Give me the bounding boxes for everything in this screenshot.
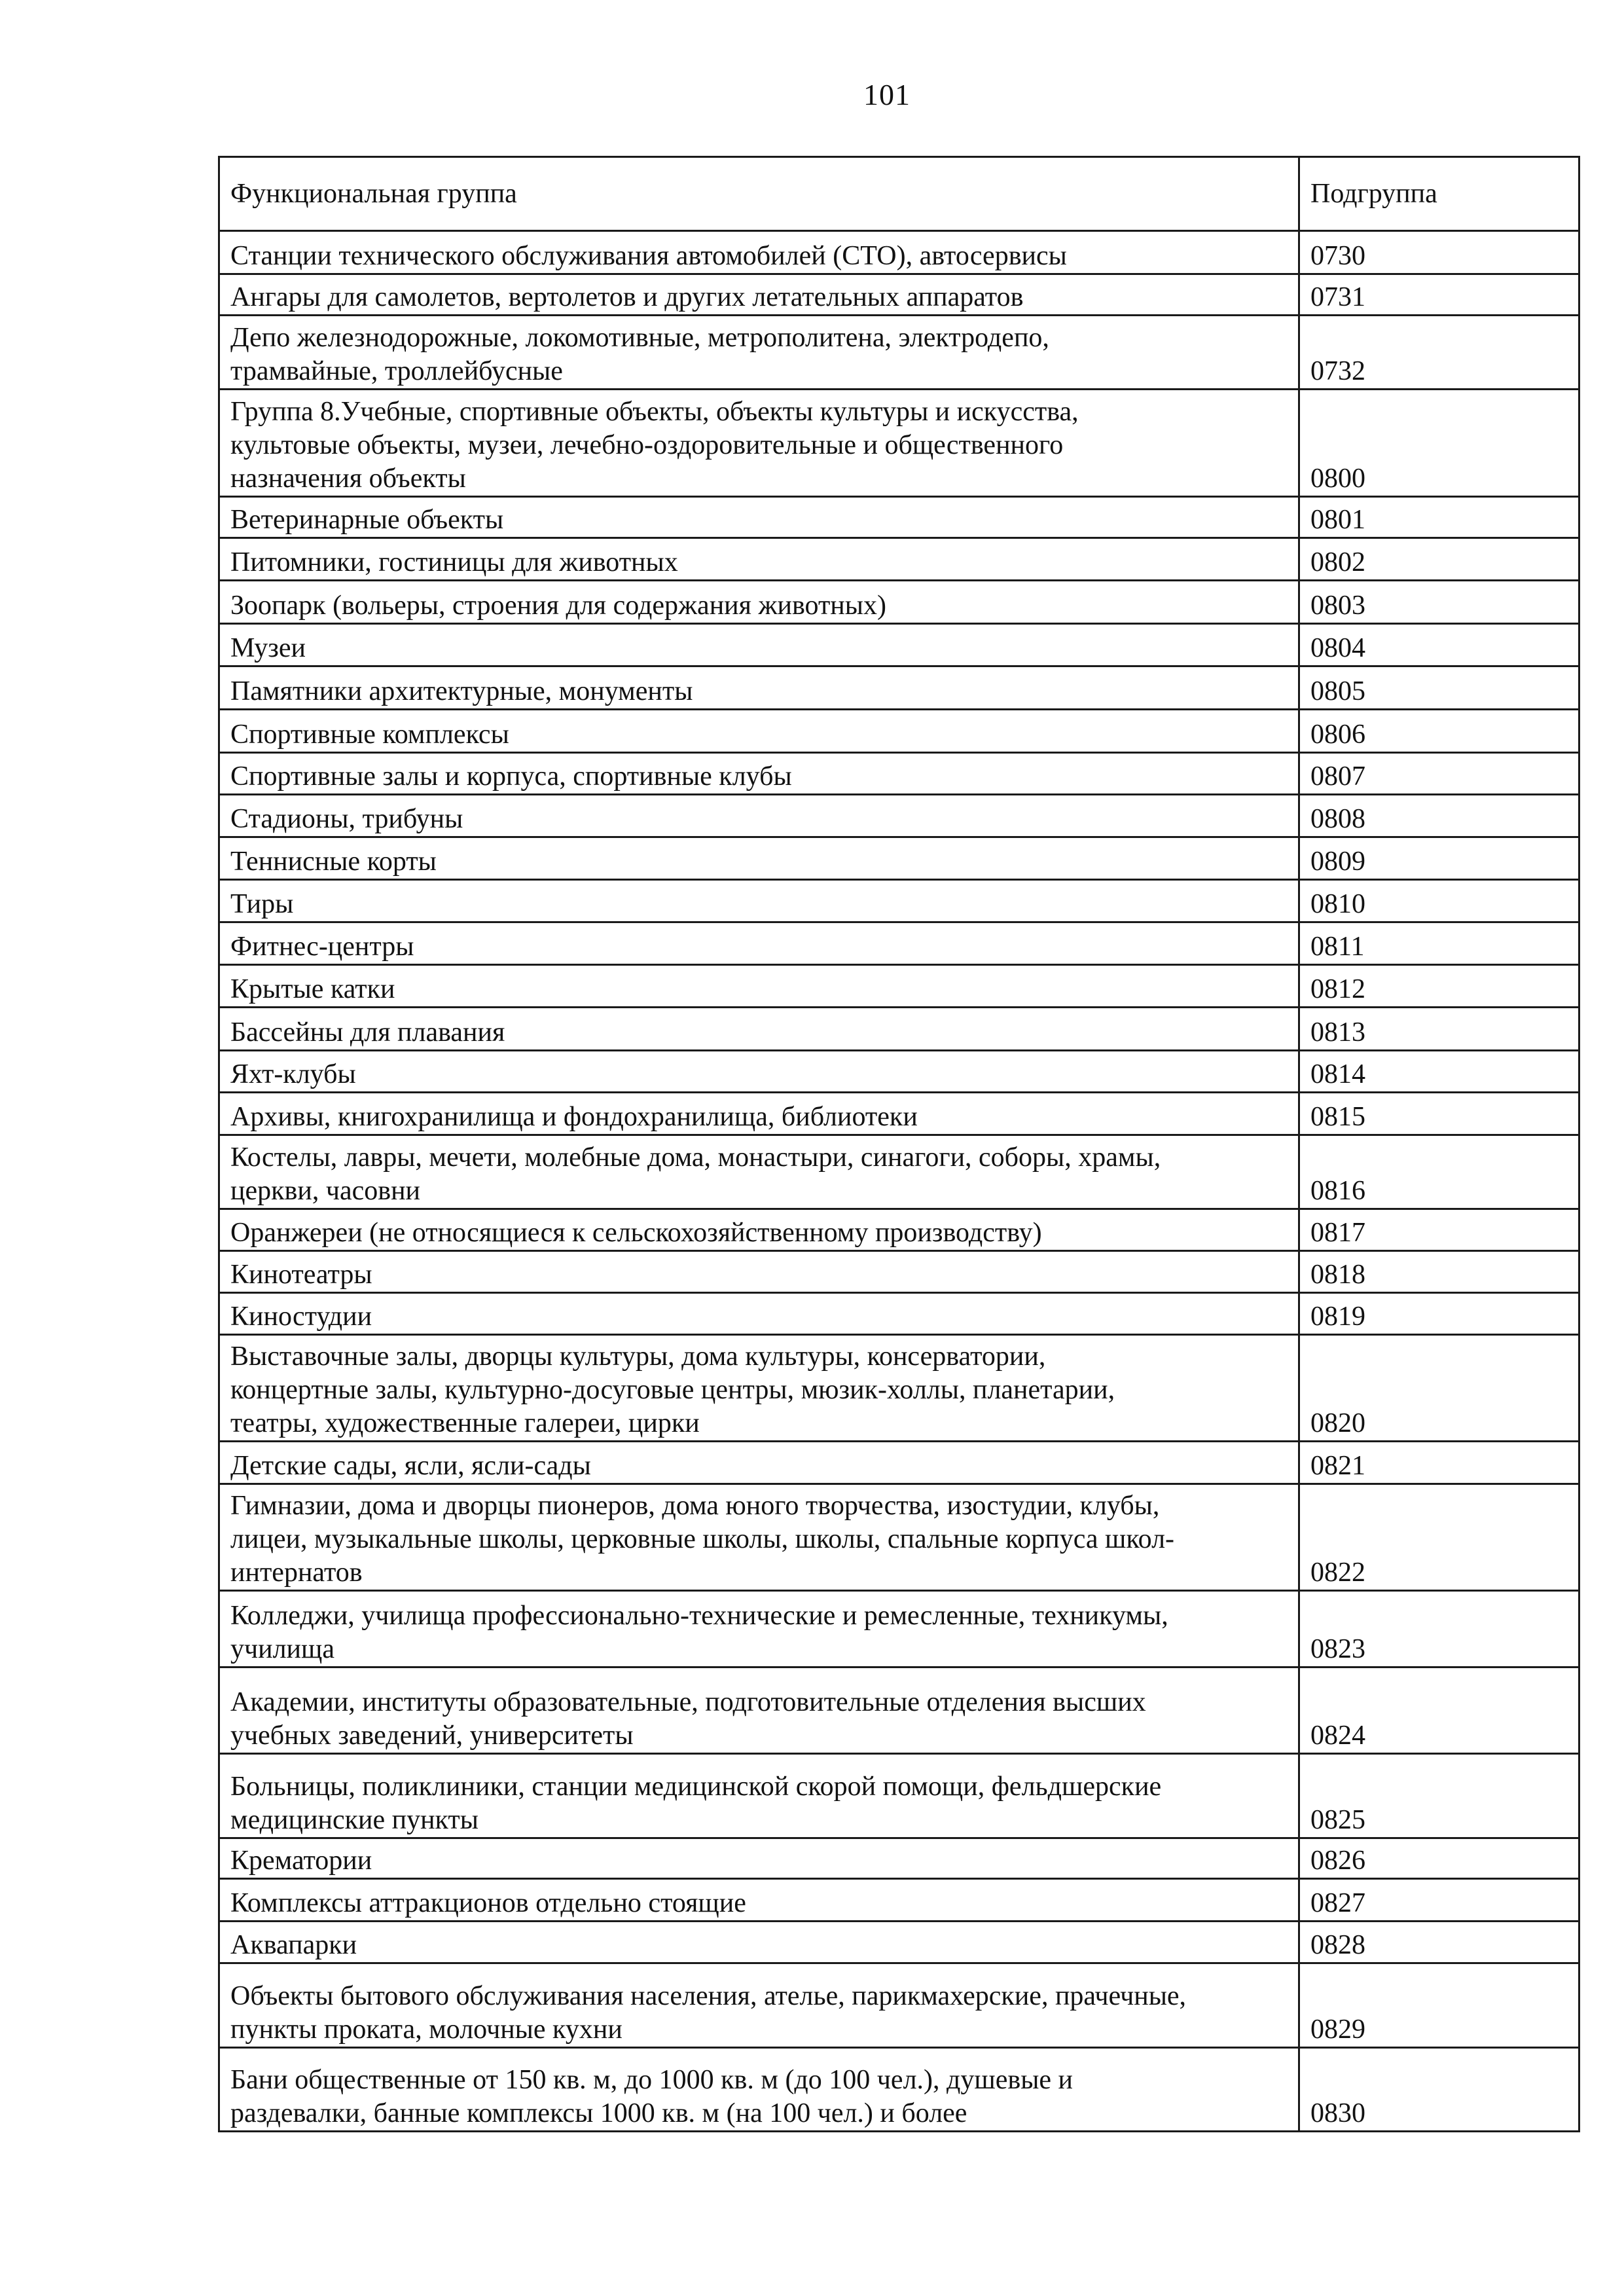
subgroup-code-cell: 0830 xyxy=(1299,2048,1579,2132)
functional-group-cell xyxy=(219,1442,1299,1484)
table-header-row xyxy=(219,157,1579,231)
table-row xyxy=(219,1838,1579,1879)
subgroup-code-cell: 0816 xyxy=(1299,1135,1579,1209)
functional-group-cell xyxy=(219,1008,1299,1051)
functional-group-cell xyxy=(219,538,1299,581)
functional-group-line: Ветеринарные объекты xyxy=(230,505,504,535)
subgroup-code-cell: 0803 xyxy=(1299,581,1579,624)
functional-group-line: Оранжереи (не относящиеся к сельскохозяйственному производству) xyxy=(230,1218,1042,1248)
functional-group-line: Крематории xyxy=(230,1846,372,1876)
functional-group-line: лицеи, музыкальные школы, церковные школы, школы, спальные корпуса школ- xyxy=(230,1524,1175,1554)
functional-group-cell xyxy=(219,1879,1299,1922)
functional-group-line: Питомники, гостиницы для животных xyxy=(230,547,678,577)
functional-group-line: Колледжи, училища профессионально-технические и ремесленные, техникумы, xyxy=(230,1601,1168,1631)
functional-group-line: Теннисные корты xyxy=(230,847,437,877)
subgroup-code-cell: 0807 xyxy=(1299,753,1579,795)
table-row xyxy=(219,795,1579,837)
functional-group-line: Детские сады, ясли, ясли-сады xyxy=(230,1451,591,1481)
table-row xyxy=(219,1879,1579,1922)
table-row xyxy=(219,753,1579,795)
functional-group-line: Костелы, лавры, мечети, молебные дома, монастыри, синагоги, соборы, храмы, xyxy=(230,1142,1161,1173)
subgroup-code-cell: 0808 xyxy=(1299,795,1579,837)
subgroup-code-cell: 0823 xyxy=(1299,1591,1579,1667)
functional-group-cell xyxy=(219,231,1299,274)
table-row xyxy=(219,1442,1579,1484)
functional-group-cell xyxy=(219,666,1299,710)
table-row xyxy=(219,624,1579,666)
functional-group-cell xyxy=(219,2048,1299,2132)
functional-group-line: Фитнес-центры xyxy=(230,932,414,962)
functional-group-line: училища xyxy=(230,1634,335,1664)
subgroup-code-cell: 0828 xyxy=(1299,1922,1579,1963)
table-row xyxy=(219,1591,1579,1667)
functional-group-cell xyxy=(219,1335,1299,1442)
functional-group-cell xyxy=(219,1093,1299,1135)
functional-group-cell xyxy=(219,880,1299,922)
subgroup-code-cell: 0806 xyxy=(1299,710,1579,753)
functional-group-line: Музеи xyxy=(230,633,306,663)
functional-group-line: Памятники архитектурные, монументы xyxy=(230,676,693,706)
functional-group-cell xyxy=(219,1667,1299,1754)
table-row xyxy=(219,1963,1579,2048)
table-row xyxy=(219,837,1579,880)
functional-group-line: интернатов xyxy=(230,1558,363,1588)
functional-group-cell xyxy=(219,965,1299,1008)
subgroup-code-cell: 0814 xyxy=(1299,1051,1579,1093)
table-row xyxy=(219,1484,1579,1591)
table-row xyxy=(219,1209,1579,1251)
subgroup-code-cell: 0801 xyxy=(1299,497,1579,538)
table-row xyxy=(219,666,1579,710)
functional-group-line: Зоопарк (вольеры, строения для содержания животных) xyxy=(230,591,886,621)
subgroup-code-cell: 0820 xyxy=(1299,1335,1579,1442)
functional-group-line: Группа 8.Учебные, спортивные объекты, объекты культуры и искусства, xyxy=(230,397,1079,427)
subgroup-code-cell: 0730 xyxy=(1299,231,1579,274)
table-row xyxy=(219,316,1579,390)
subgroup-code-cell: 0822 xyxy=(1299,1484,1579,1591)
functional-group-cell xyxy=(219,1135,1299,1209)
functional-group-cell xyxy=(219,1754,1299,1838)
table-row xyxy=(219,1008,1579,1051)
subgroup-code-cell: 0829 xyxy=(1299,1963,1579,2048)
functional-group-cell xyxy=(219,710,1299,753)
functional-group-cell xyxy=(219,837,1299,880)
table-row xyxy=(219,965,1579,1008)
functional-group-cell xyxy=(219,581,1299,624)
functional-group-line: Ангары для самолетов, вертолетов и других летательных аппаратов xyxy=(230,282,1024,312)
functional-group-cell xyxy=(219,1484,1299,1591)
subgroup-code-cell: 0800 xyxy=(1299,390,1579,497)
functional-group-cell xyxy=(219,1591,1299,1667)
functional-group-line: Тиры xyxy=(230,889,294,919)
functional-group-line: Бассейны для плавания xyxy=(230,1017,505,1048)
functional-group-cell xyxy=(219,1922,1299,1963)
functional-group-cell xyxy=(219,316,1299,390)
subgroup-code-cell: 0811 xyxy=(1299,922,1579,965)
subgroup-code-cell: 0824 xyxy=(1299,1667,1579,1754)
classification-table xyxy=(218,156,1580,2132)
functional-group-cell xyxy=(219,753,1299,795)
table-row xyxy=(219,1335,1579,1442)
functional-group-line: Крытые катки xyxy=(230,974,395,1004)
table-row xyxy=(219,390,1579,497)
table-row xyxy=(219,231,1579,274)
functional-group-line: Архивы, книгохранилища и фондохранилища, библиотеки xyxy=(230,1102,918,1132)
table-row xyxy=(219,274,1579,316)
subgroup-code-cell: 0827 xyxy=(1299,1879,1579,1922)
functional-group-line: Спортивные залы и корпуса, спортивные клубы xyxy=(230,761,792,792)
subgroup-code-cell: 0821 xyxy=(1299,1442,1579,1484)
table-row xyxy=(219,1922,1579,1963)
functional-group-cell xyxy=(219,922,1299,965)
functional-group-line: назначения объекты xyxy=(230,464,466,494)
table-row xyxy=(219,880,1579,922)
functional-group-line: Киностудии xyxy=(230,1302,372,1332)
functional-group-cell xyxy=(219,390,1299,497)
table-row xyxy=(219,1093,1579,1135)
subgroup-code-cell: 0804 xyxy=(1299,624,1579,666)
subgroup-code-cell: 0819 xyxy=(1299,1293,1579,1335)
functional-group-line: пункты проката, молочные кухни xyxy=(230,2014,623,2045)
subgroup-code-cell: 0812 xyxy=(1299,965,1579,1008)
subgroup-code-cell: 0826 xyxy=(1299,1838,1579,1879)
functional-group-line: раздевалки, банные комплексы 1000 кв. м (на 100 чел.) и более xyxy=(230,2098,967,2128)
functional-group-line: Депо железнодорожные, локомотивные, метрополитена, электродепо, xyxy=(230,323,1049,353)
functional-group-cell xyxy=(219,624,1299,666)
subgroup-code-cell: 0815 xyxy=(1299,1093,1579,1135)
functional-group-line: Станции технического обслуживания автомобилей (СТО), автосервисы xyxy=(230,241,1067,271)
functional-group-line: трамвайные, троллейбусные xyxy=(230,356,563,386)
functional-group-cell xyxy=(219,795,1299,837)
subgroup-code-cell: 0732 xyxy=(1299,316,1579,390)
table-row xyxy=(219,710,1579,753)
table-row xyxy=(219,1251,1579,1293)
functional-group-cell xyxy=(219,1963,1299,2048)
functional-group-line: Бани общественные от 150 кв. м, до 1000 кв. м (до 100 чел.), душевые и xyxy=(230,2065,1074,2095)
functional-group-line: Академии, институты образовательные, подготовительные отделения высших xyxy=(230,1687,1146,1717)
functional-group-line: церкви, часовни xyxy=(230,1176,421,1206)
functional-group-line: Комплексы аттракционов отдельно стоящие xyxy=(230,1888,746,1918)
functional-group-line: Яхт-клубы xyxy=(230,1059,356,1089)
table-row xyxy=(219,922,1579,965)
functional-group-line: медицинские пункты xyxy=(230,1805,478,1835)
functional-group-cell xyxy=(219,274,1299,316)
functional-group-line: Спортивные комплексы xyxy=(230,720,509,750)
subgroup-code-cell: 0731 xyxy=(1299,274,1579,316)
functional-group-cell xyxy=(219,497,1299,538)
functional-group-line: Аквапарки xyxy=(230,1930,357,1960)
table-row xyxy=(219,1135,1579,1209)
subgroup-code-cell: 0817 xyxy=(1299,1209,1579,1251)
functional-group-line: Кинотеатры xyxy=(230,1260,372,1290)
functional-group-cell xyxy=(219,1051,1299,1093)
table-row xyxy=(219,538,1579,581)
functional-group-line: театры, художественные галереи, цирки xyxy=(230,1408,700,1438)
functional-group-line: учебных заведений, университеты xyxy=(230,1721,634,1751)
table-row xyxy=(219,1293,1579,1335)
functional-group-line: концертные залы, культурно-досуговые центры, мюзик-холлы, планетарии, xyxy=(230,1375,1115,1405)
subgroup-code-cell: 0818 xyxy=(1299,1251,1579,1293)
header-functional-group: Функциональная группа xyxy=(219,157,1299,231)
functional-group-cell xyxy=(219,1251,1299,1293)
subgroup-code-cell: 0802 xyxy=(1299,538,1579,581)
table-row xyxy=(219,2048,1579,2132)
header-subgroup: Подгруппа xyxy=(1299,157,1579,231)
subgroup-code-cell: 0805 xyxy=(1299,666,1579,710)
functional-group-cell xyxy=(219,1209,1299,1251)
table-row xyxy=(219,1754,1579,1838)
table-row xyxy=(219,1051,1579,1093)
functional-group-line: Стадионы, трибуны xyxy=(230,804,463,834)
table-row xyxy=(219,1667,1579,1754)
subgroup-code-cell: 0825 xyxy=(1299,1754,1579,1838)
page-number: 101 xyxy=(863,78,911,111)
subgroup-code-cell: 0809 xyxy=(1299,837,1579,880)
subgroup-code-cell: 0810 xyxy=(1299,880,1579,922)
functional-group-line: Гимназии, дома и дворцы пионеров, дома юного творчества, изостудии, клубы, xyxy=(230,1491,1160,1521)
functional-group-line: культовые объекты, музеи, лечебно-оздоровительные и общественного xyxy=(230,430,1064,460)
functional-group-line: Выставочные залы, дворцы культуры, дома культуры, консерватории, xyxy=(230,1341,1046,1372)
subgroup-code-cell: 0813 xyxy=(1299,1008,1579,1051)
table-row xyxy=(219,497,1579,538)
table-row xyxy=(219,581,1579,624)
functional-group-line: Больницы, поликлиники, станции медицинской скорой помощи, фельдшерские xyxy=(230,1772,1162,1802)
functional-group-cell xyxy=(219,1293,1299,1335)
functional-group-cell xyxy=(219,1838,1299,1879)
functional-group-line: Объекты бытового обслуживания населения, ателье, парикмахерские, прачечные, xyxy=(230,1981,1187,2011)
